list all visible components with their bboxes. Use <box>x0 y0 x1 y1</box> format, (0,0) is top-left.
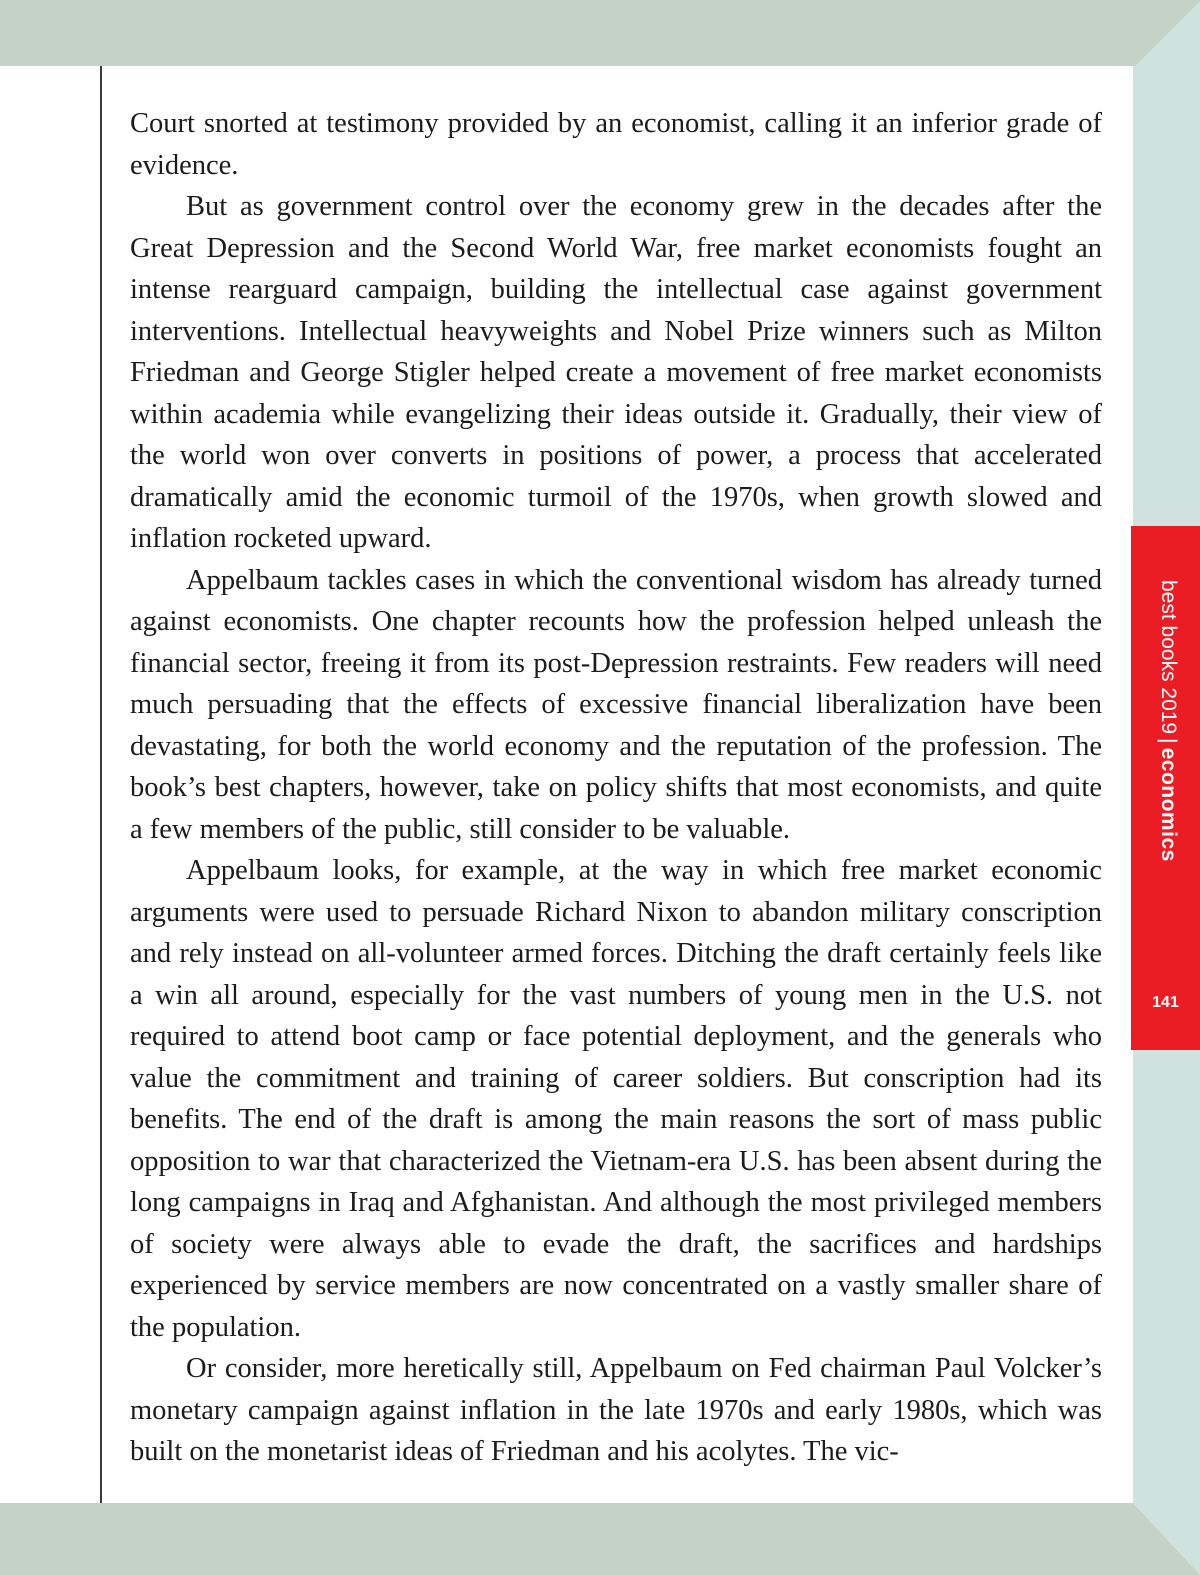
section-label-bold: economics <box>1157 747 1180 862</box>
page-frame-top <box>0 0 1200 66</box>
page-number: 141 <box>1152 994 1179 1011</box>
paragraph-1: Court snorted at testimony provided by an economist, calling it an inferior grade of evidence. <box>130 108 1102 181</box>
paragraph-3: Appelbaum tackles cases in which the conventional wisdom has already turned against economists. One chapter recounts how the profession helped unleash the financial sector, freeing it from its post-Depression restraints. Few readers will need much persuading that the effects of excessive financial liberalization have been devastating, for both the world economy and the reputation of the profession. The book’s best chapters, however, take on policy shifts that most economists, and quite a few members of the public, still consider to be valuable. <box>130 564 1102 845</box>
section-label <box>1148 580 1188 870</box>
section-label-regular: best books 2019 <box>1157 580 1180 735</box>
page-corner-bottom <box>1133 1503 1200 1575</box>
paragraph-5: Or consider, more heretically still, Appelbaum on Fed chairman Paul Volcker’s monetary campaign against inflation in the late 1970s and early 1980s, which was built on the monetarist ideas of Friedman and his acolytes. The vic- <box>130 1353 1102 1467</box>
article-body <box>130 103 1102 1473</box>
page-frame-bottom <box>0 1503 1200 1575</box>
margin-rule <box>100 66 102 1503</box>
paragraph-2: But as government control over the economy grew in the decades after the Great Depression and the Second World War, free market economists fought an intense rearguard campaign, building the intellectual case against government interventions. Intellectual heavyweights and Nobel Prize winners such as Milton Friedman and George Stigler helped create a movement of free market economists within academia while evangelizing their ideas outside it. Gradually, their view of the world won over converts in positions of power, a process that accelerated dramatically amid the economic turmoil of the 1970s, when growth slowed and inflation rocketed upward. <box>130 191 1102 554</box>
page-corner-top <box>1133 0 1200 66</box>
section-label-separator: | <box>1157 738 1180 744</box>
paragraph-4: Appelbaum looks, for example, at the way in which free market economic arguments were used to persuade Richard Nixon to abandon military conscription and rely instead on all-volunteer armed forces. Ditching the draft certainly feels like a win all around, especially for the vast numbers of young men in the U.S. not required to attend boot camp or face potential deployment, and the generals who value the commitment and training of career soldiers. But conscription had its benefits. The end of the draft is among the main reasons the sort of mass public opposition to war that characterized the Vietnam-era U.S. has been absent during the long campaigns in Iraq and Afghanistan. And although the most privileged members of society were always able to evade the draft, the sacrifices and hardships experienced by service members are now concentrated on a vastly smaller share of the population. <box>130 855 1102 1343</box>
